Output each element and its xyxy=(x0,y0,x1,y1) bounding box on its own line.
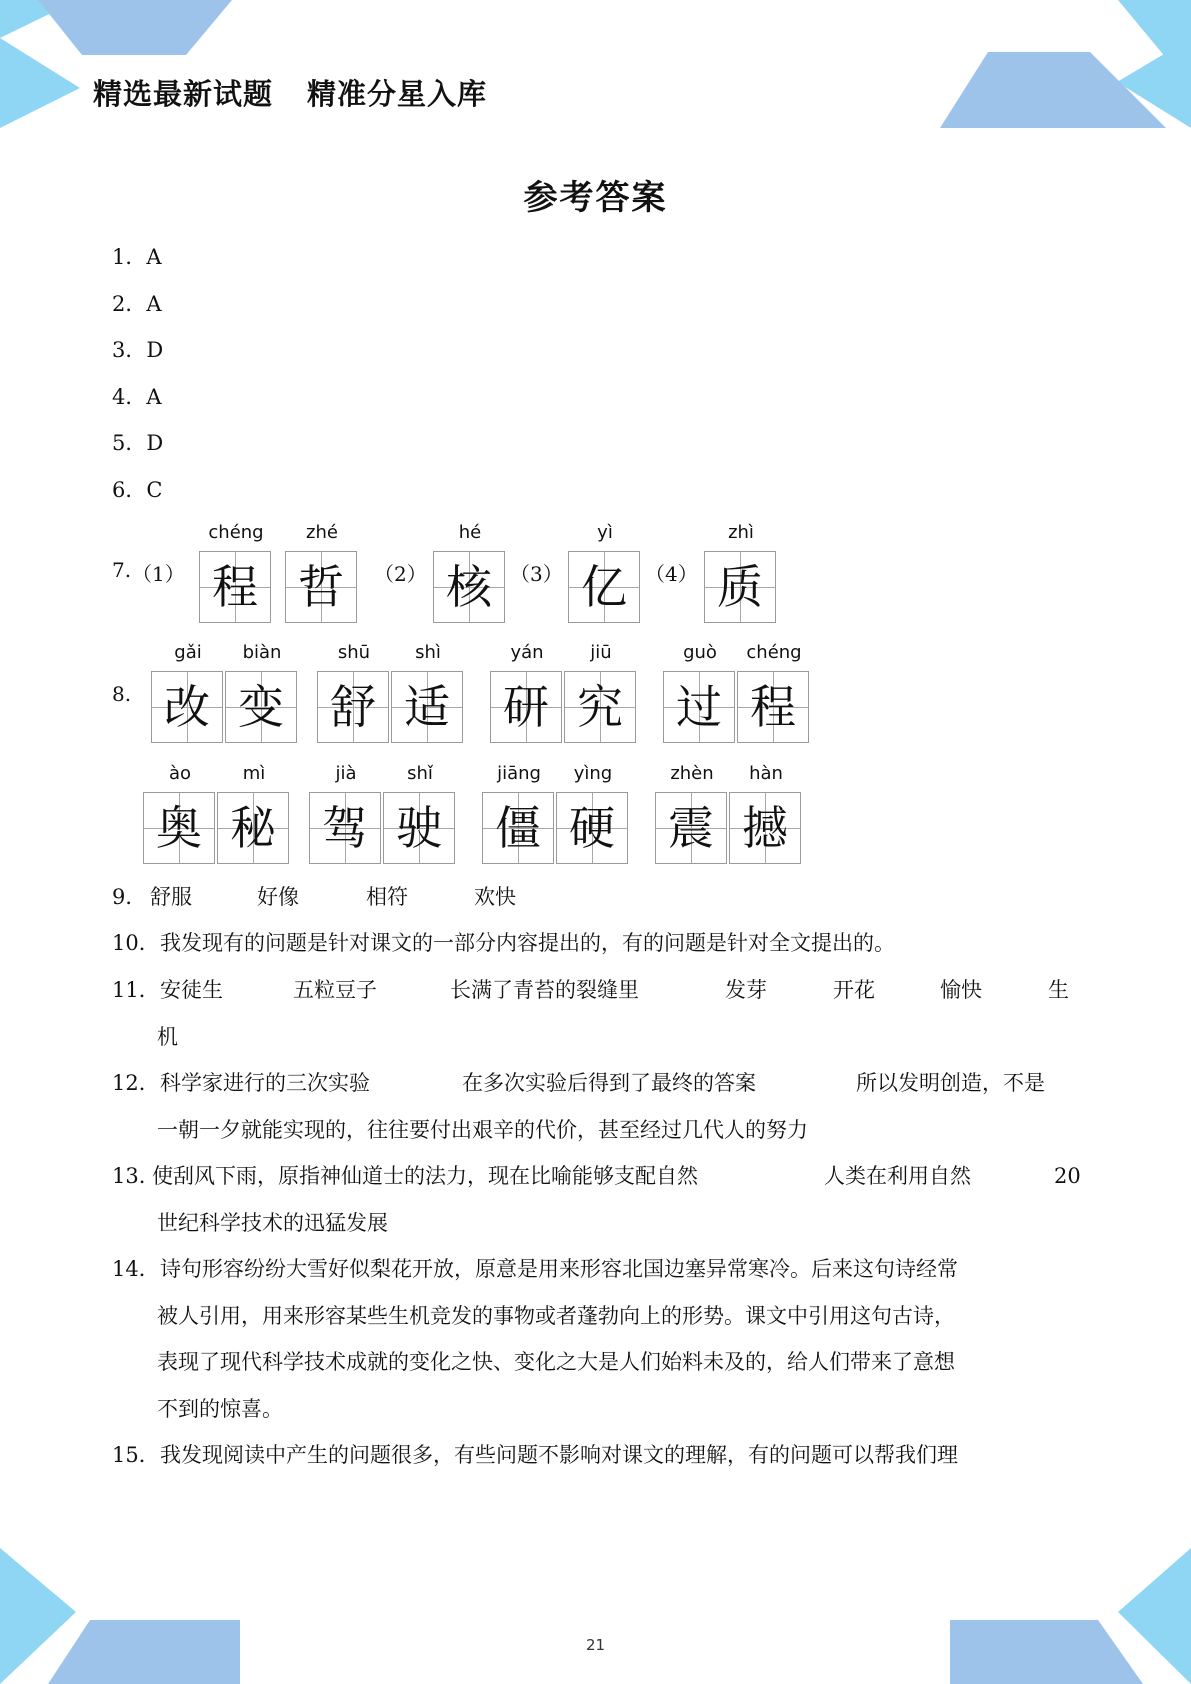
answer-15: 15． 我发现阅读中产生的问题很多，有些问题不影响对课文的理解，有的问题可以帮我们理 xyxy=(112,1443,958,1467)
q7-number: 7. xyxy=(112,558,132,582)
answer-12: 12． 科学家进行的三次实验 在多次实验后得到了最终的答案 所以发明创造，不是 xyxy=(112,1071,1045,1095)
hanzi-cell: hàn 撼 xyxy=(729,792,801,864)
hanzi-cell: gǎi 改 xyxy=(151,671,223,743)
q7-label-3: （3） xyxy=(510,562,563,586)
q7-label-1: （1） xyxy=(132,562,185,586)
q7-label-2: （2） xyxy=(374,562,427,586)
hanzi-cell: mì 秘 xyxy=(217,792,289,864)
hanzi-cell: jià 驾 xyxy=(309,792,381,864)
bottom-left-decoration xyxy=(0,1548,240,1684)
answer-6: 6．C xyxy=(112,478,163,502)
answer-11: 11． 安徒生 五粒豆子 长满了青苔的裂缝里 发芽 开花 愉快 生 xyxy=(112,978,1069,1002)
hanzi-cell: hé 核 xyxy=(433,551,505,623)
answer-9: 9． 舒服 好像 相符 欢快 xyxy=(112,885,516,909)
answer-14-line-3: 表现了现代科学技术成就的变化之快、变化之大是人们始料未及的，给人们带来了意想 xyxy=(157,1350,955,1374)
bottom-right-decoration xyxy=(950,1548,1191,1684)
answer-5: 5．D xyxy=(112,431,164,455)
page-title: 参考答案 xyxy=(523,178,668,218)
answer-13: 13. 使刮风下雨，原指神仙道士的法力，现在比喻能够支配自然 人类在利用自然 20 xyxy=(112,1164,1081,1188)
header-part-1: 精选最新试题 xyxy=(93,77,274,111)
header-part-2: 精准分星入库 xyxy=(307,77,488,111)
hanzi-cell: chéng 程 xyxy=(737,671,809,743)
hanzi-cell: guò 过 xyxy=(663,671,735,743)
answer-11-continued: 机 xyxy=(157,1025,178,1049)
hanzi-cell: jiāng 僵 xyxy=(482,792,554,864)
page-number: 21 xyxy=(585,1636,606,1654)
q7-label-4: （4） xyxy=(645,562,698,586)
hanzi-cell: yán 研 xyxy=(490,671,562,743)
hanzi-cell: zhèn 震 xyxy=(655,792,727,864)
hanzi-cell: shì 适 xyxy=(391,671,463,743)
hanzi-cell: chéng 程 xyxy=(199,551,271,623)
hanzi-cell: yì 亿 xyxy=(568,551,640,623)
q8-number: 8. xyxy=(112,682,132,706)
hanzi-cell: ào 奥 xyxy=(143,792,215,864)
page-header xyxy=(93,72,487,113)
answer-4: 4．A xyxy=(112,385,162,409)
answer-14-line-4: 不到的惊喜。 xyxy=(157,1397,283,1421)
answer-1: 1．A xyxy=(112,245,162,269)
answer-14-line-2: 被人引用，用来形容某些生机竞发的事物或者蓬勃向上的形势。课文中引用这句古诗， xyxy=(157,1304,955,1328)
answer-10: 10． 我发现有的问题是针对课文的一部分内容提出的，有的问题是针对全文提出的。 xyxy=(112,931,895,955)
hanzi-cell: zhé 哲 xyxy=(285,551,357,623)
answer-14: 14． 诗句形容纷纷大雪好似梨花开放，原意是用来形容北国边塞异常寒冷。后来这句诗经常 xyxy=(112,1257,958,1281)
top-right-decoration xyxy=(940,0,1191,128)
hanzi-cell: shū 舒 xyxy=(317,671,389,743)
hanzi-cell: jiū 究 xyxy=(564,671,636,743)
answer-13-continued: 世纪科学技术的迅猛发展 xyxy=(157,1211,388,1235)
answer-2: 2．A xyxy=(112,292,162,316)
answer-12-continued: 一朝一夕就能实现的，往往要付出艰辛的代价，甚至经过几代人的努力 xyxy=(157,1118,808,1142)
hanzi-cell: biàn 变 xyxy=(225,671,297,743)
hanzi-cell: shǐ 驶 xyxy=(383,792,455,864)
hanzi-cell: zhì 质 xyxy=(704,551,776,623)
answer-3: 3．D xyxy=(112,338,164,362)
hanzi-cell: yìng 硬 xyxy=(556,792,628,864)
